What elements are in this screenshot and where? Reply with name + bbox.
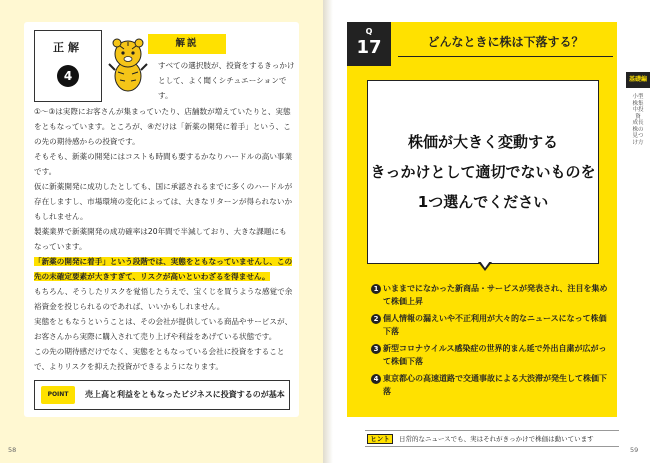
point-badge: POINT [41,386,75,404]
hint-badge: ヒント [367,434,393,444]
question-letter: Q [365,27,373,36]
question-title: どんなときに株は下落する？ [398,33,613,57]
hint-bar [365,430,619,447]
paragraph: 仮に新薬開発に成功したとしても、国に承認されるまでに多くのハードルが存在しますし、市場環境の変化によっては、大きなリターンが得られないかもしれません。 [34,182,293,221]
question-number: 17 [356,37,382,58]
explanation-card [24,22,299,417]
prompt-line: 1つ選んでください [417,193,549,211]
option-text: 個人情報の漏えいや不正利用が大々的なニュースになって株価下落 [383,314,607,336]
page-number-left: 58 [8,446,17,454]
option-number-badge: 2 [371,314,381,324]
page-number-right: 59 [630,446,639,454]
answer-number-badge: 4 [57,65,79,87]
answer-options [371,283,613,403]
answer-box [34,30,102,102]
explanation-body [34,104,294,374]
paragraph: 製薬業界で新薬開発の成功確率は20年間で半減しており、大きな課題にもなっています。 [34,227,287,251]
paragraph: そもそも、新薬の開発にはコストも時間も要するかなりハードルの高い事業です。 [34,152,293,176]
option-number-badge: 4 [371,374,381,384]
option-4 [371,373,613,398]
paragraph: この先の期待感だけでなく、実態をともなっている会社に投資をすることで、よりリスクを抑えた投資ができるようになります。 [34,347,285,371]
chapter-tab: 基礎編 [626,72,650,88]
point-box [34,380,290,410]
option-number-badge: 1 [371,284,381,294]
question-number-box [347,22,391,66]
answer-title: 正解 [53,41,83,54]
option-text: 東京都心の高速道路で交通事故による大渋滞が発生して株価下落 [383,374,607,396]
left-page [0,0,323,463]
paragraph: 実態をともなうということは、その会社が提供している商品やサービスが、お客さんから実際に購入されて売り上げや利益をあげている状態です。 [34,317,293,341]
prompt-line: 株価が大きく変動する [407,133,558,151]
option-text: いままでになかった新商品・サービスが発表され、注目を集めて株価上昇 [383,284,608,306]
chapter-side-text: 小型株集中投資 成長株の見つけ方 [632,94,644,146]
gutter-shadow [323,0,333,463]
option-1 [371,283,613,308]
intro-text: すべての選択肢が、投資をするきっかけとして、よく聞くシチュエーションです。 [158,61,295,100]
option-number-badge: 3 [371,344,381,354]
option-3 [371,343,613,368]
option-2 [371,313,613,338]
highlighted-text: 「新薬の開発に着手」という段階では、実態をともなっていませんし、この先の未確定要素が大きすぎて、リスクが高いといわざるを得ません。 [34,257,293,281]
point-text: 売上高と利益をともなったビジネスに投資するのが基本 [85,390,285,399]
paragraph: もちろん、そうしたリスクを覚悟したうえで、宝くじを買うような感覚で余裕資金を投じられるのであれば、いいかもしれません。 [34,287,293,311]
question-prompt-box [367,80,599,264]
paragraph: ①〜③は実際にお客さんが集まっていたり、店舗数が増えていたりと、実態をともなっています。ところが、④だけは「新薬の開発に着手」という、この先の期待感からの投資です。 [34,107,291,146]
speech-bubble-tail-inner [480,261,490,268]
option-text: 新型コロナウイルス感染症の世界的まん延で外出自粛が広がって株価下落 [383,344,607,366]
explanation-label: 解説 [148,34,226,54]
hint-text: 日常的なニュースでも、実はそれがきっかけで株価は動いています [399,435,594,443]
prompt-line: きっかけとして適切でないものを [370,163,596,181]
tiger-mascot-icon [106,36,150,94]
